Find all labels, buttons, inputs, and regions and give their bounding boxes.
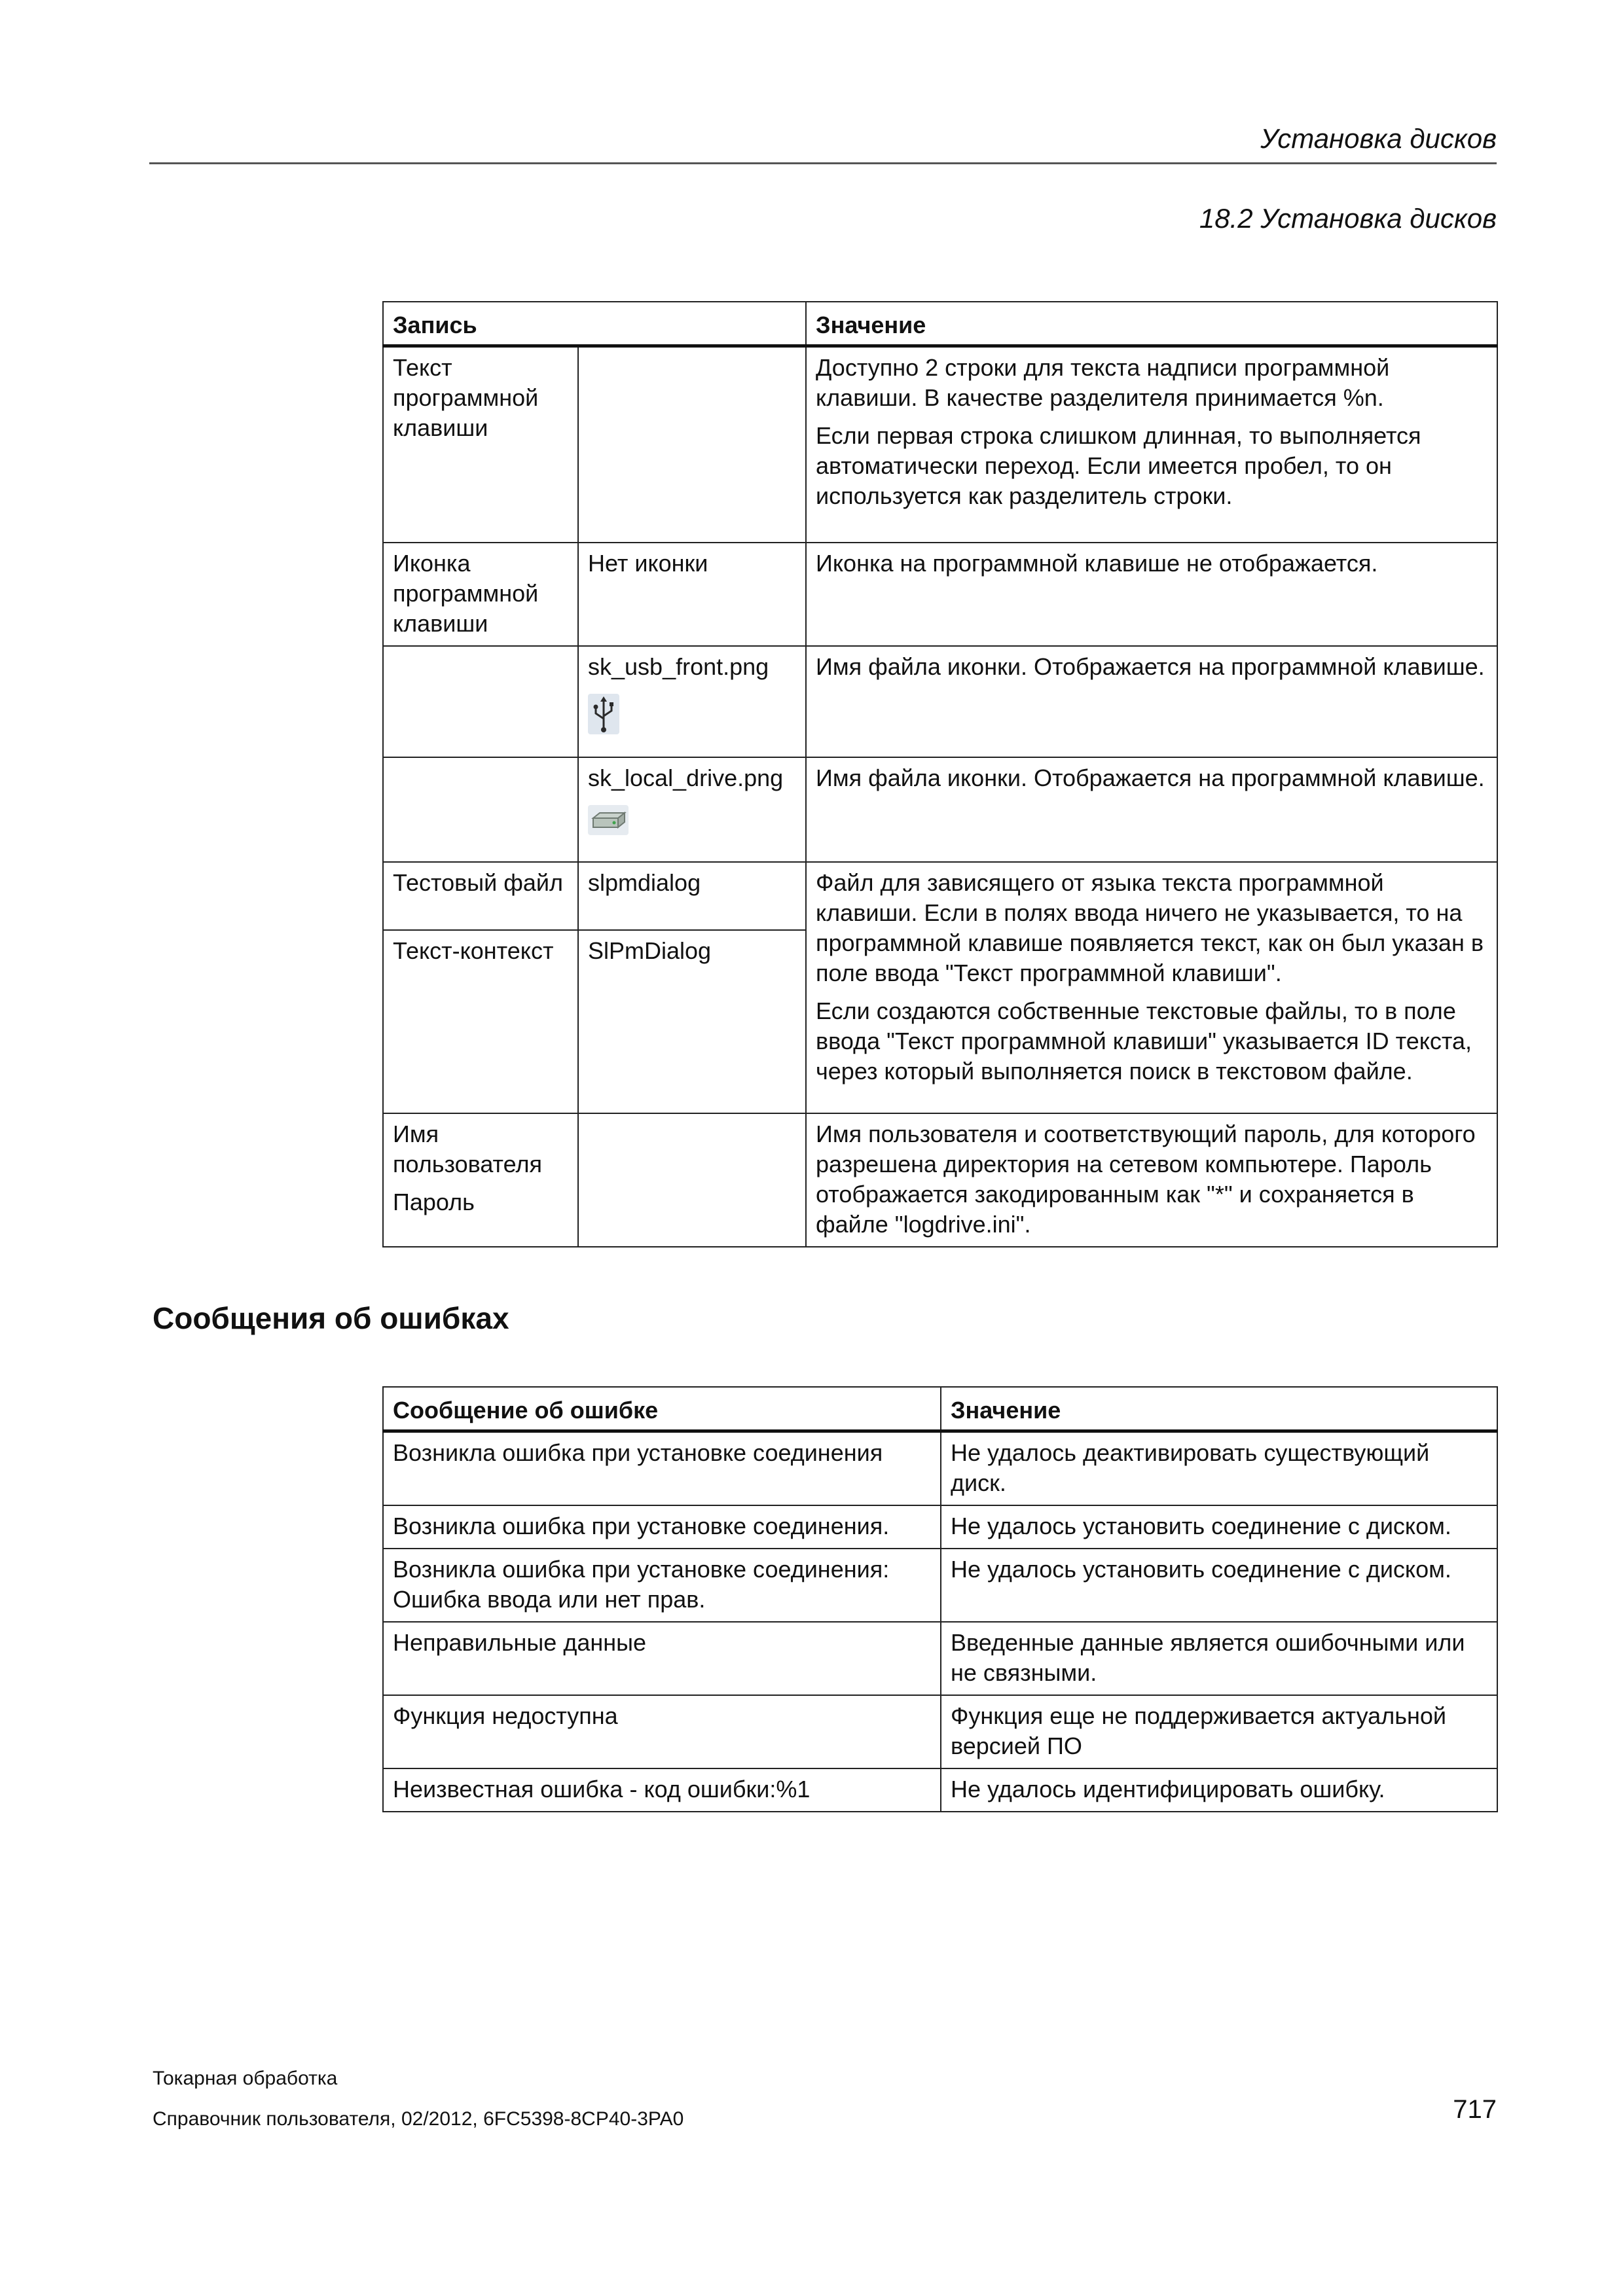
usb-icon-filename: sk_usb_front.png — [588, 653, 769, 680]
empty-cell — [383, 646, 578, 757]
footer-product: Токарная обработка — [153, 2068, 338, 2089]
error-message: Возникла ошибка при установке соединения. — [383, 1505, 941, 1549]
meaning-paragraph: Файл для зависящего от языка текста программной клавиши. Если в полях ввода ничего не указывается, то на программной клавише появляется текст, как он был указан в поле ввода "Текст программной клавиши". — [816, 869, 1484, 986]
table-row — [383, 1622, 1497, 1695]
error-message: Возникла ошибка при установке соединения: Ошибка ввода или нет прав. — [383, 1549, 941, 1622]
drive-icon-filename: sk_local_drive.png — [588, 764, 784, 791]
softkey-text-meaning — [806, 346, 1497, 543]
meaning-paragraph: Если создаются собственные текстовые файлы, то в поле ввода "Текст программной клавиши" указывается ID текста, через который выполняется поиск в текстовом файле. — [816, 997, 1472, 1085]
empty-cell — [578, 346, 806, 543]
table-header-row — [383, 302, 1497, 346]
table-row — [383, 862, 1497, 930]
error-message: Неизвестная ошибка - код ошибки:%1 — [383, 1768, 941, 1812]
empty-cell — [383, 757, 578, 862]
empty-cell — [578, 1113, 806, 1247]
error-message: Возникла ошибка при установке соединения — [383, 1431, 941, 1506]
meaning-paragraph: Доступно 2 строки для текста надписи программной клавиши. В качестве разделителя принимается %n. — [816, 354, 1390, 411]
error-meaning: Не удалось идентифицировать ошибку. — [941, 1768, 1497, 1812]
header-chapter-title: Установка дисков — [1260, 123, 1497, 154]
table-row — [383, 1431, 1497, 1506]
page-header — [149, 123, 1497, 234]
table-row — [383, 646, 1497, 757]
table-row — [383, 1768, 1497, 1812]
password-label: Пароль — [393, 1188, 475, 1215]
error-meaning: Функция еще не поддерживается актуальной версией ПО — [941, 1695, 1497, 1768]
section-title-error-messages: Сообщения об ошибках — [153, 1301, 509, 1335]
softkey-icon-label: Иконка программной клавиши — [383, 543, 578, 646]
table-header-row — [383, 1387, 1497, 1431]
table-row — [383, 543, 1497, 646]
error-message: Функция недоступна — [383, 1695, 941, 1768]
table-row — [383, 346, 1497, 543]
error-meaning: Не удалось установить соединение с диском. — [941, 1549, 1497, 1622]
table-row — [383, 1505, 1497, 1549]
table-row — [383, 1113, 1497, 1247]
error-meaning: Не удалось деактивировать существующий диск. — [941, 1431, 1497, 1506]
column-header-message: Сообщение об ошибке — [383, 1387, 941, 1431]
user-name-label: Имя пользователя — [393, 1120, 542, 1177]
usb-icon-cell — [578, 646, 806, 757]
text-file-meaning — [806, 862, 1497, 1113]
softkey-icon-value: Нет иконки — [578, 543, 806, 646]
softkey-text-label: Текст программной клавиши — [383, 346, 578, 543]
text-context-value: SlPmDialog — [578, 930, 806, 1113]
error-messages-table — [382, 1386, 1498, 1812]
table-row — [383, 1549, 1497, 1622]
user-cell — [383, 1113, 578, 1247]
header-section-title: 18.2 Установка дисков — [1199, 203, 1497, 234]
settings-table — [382, 301, 1498, 1247]
user-meaning: Имя пользователя и соответствующий пароль, для которого разрешена директория на сетевом компьютере. Пароль отображается закодированным как "*" и сохраняется в файле "logdrive.ini". — [806, 1113, 1497, 1247]
column-header-meaning: Значение — [806, 302, 1497, 346]
text-file-label: Тестовый файл — [383, 862, 578, 930]
usb-icon-meaning: Имя файла иконки. Отображается на программной клавише. — [806, 646, 1497, 757]
header-rule — [149, 162, 1497, 164]
column-header-entry: Запись — [383, 302, 806, 346]
text-file-value: slpmdialog — [578, 862, 806, 930]
local-drive-icon — [588, 805, 796, 842]
text-context-label: Текст-контекст — [383, 930, 578, 1113]
column-header-meaning: Значение — [941, 1387, 1497, 1431]
drive-icon-cell — [578, 757, 806, 862]
page-number: 717 — [1453, 2095, 1497, 2124]
table-row — [383, 1695, 1497, 1768]
table-row — [383, 757, 1497, 862]
meaning-paragraph: Если первая строка слишком длинная, то выполняется автоматически переход. Если имеется пробел, то он используется как разделитель строки. — [816, 422, 1421, 509]
error-meaning: Введенные данные является ошибочными или не связными. — [941, 1622, 1497, 1695]
error-message: Неправильные данные — [383, 1622, 941, 1695]
error-meaning: Не удалось установить соединение с диском. — [941, 1505, 1497, 1549]
usb-icon — [588, 694, 796, 742]
drive-icon-meaning: Имя файла иконки. Отображается на программной клавише. — [806, 757, 1497, 862]
footer-manual-info: Справочник пользователя, 02/2012, 6FC5398-8CP40-3PA0 — [153, 2108, 684, 2130]
softkey-icon-meaning: Иконка на программной клавише не отображается. — [806, 543, 1497, 646]
